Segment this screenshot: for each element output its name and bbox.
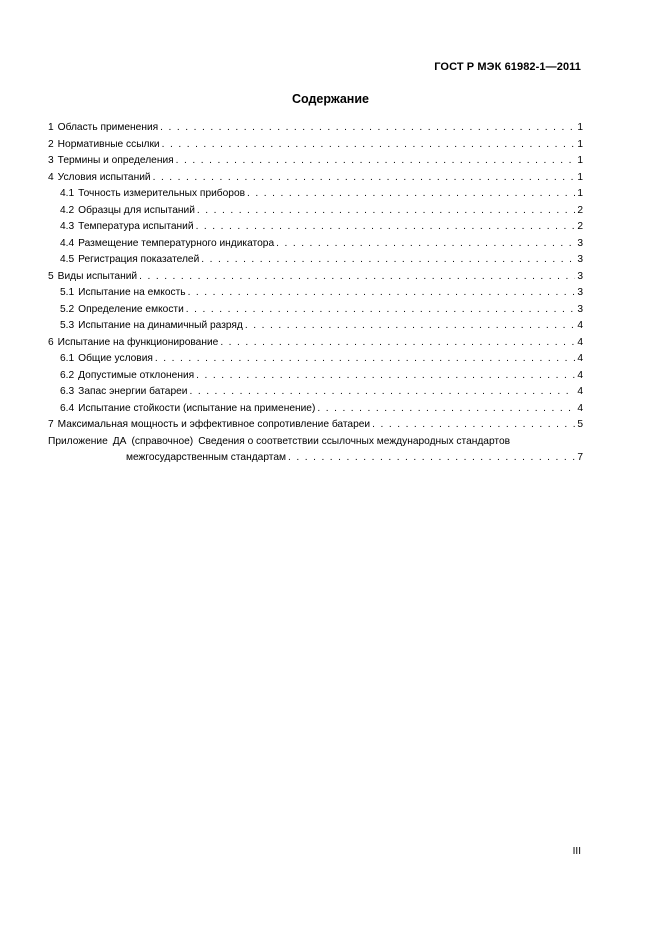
toc-entry-page-number: 3 [577, 303, 583, 315]
toc-entry[interactable] [48, 302, 583, 319]
toc-entry-page-number: 4 [577, 336, 583, 348]
annex-entry[interactable] [48, 434, 583, 466]
page-number: III [572, 846, 581, 857]
toc-entry-number: 4.3 [60, 221, 75, 232]
toc-entry[interactable] [48, 252, 583, 269]
toc-entry[interactable] [48, 203, 583, 220]
toc-entry-page-number: 4 [577, 402, 583, 414]
toc-entry[interactable] [48, 137, 583, 154]
dot-leader [160, 120, 575, 137]
toc-entry[interactable] [48, 236, 583, 253]
dot-leader [201, 252, 575, 269]
toc-entry-number: 4.4 [60, 237, 75, 249]
toc-entry-title: Температура испытаний [78, 221, 194, 232]
toc-entry-title: Испытание на функционирование [57, 336, 219, 348]
toc-entry[interactable] [48, 368, 583, 385]
dot-leader [317, 401, 575, 418]
dot-leader [162, 137, 576, 154]
annex-label: Приложение [48, 436, 108, 447]
toc-entry[interactable] [48, 153, 583, 170]
annex-page-number: 7 [577, 452, 583, 463]
toc-entry-page-number: 1 [577, 138, 583, 150]
toc-entry-page-number: 4 [577, 320, 583, 331]
toc-entry-page-number: 5 [577, 419, 583, 430]
toc-entry[interactable] [48, 285, 583, 302]
toc-entry-page-number: 1 [577, 155, 583, 166]
toc-entry-page-number: 4 [577, 353, 583, 364]
dot-leader [153, 170, 576, 187]
toc-entry[interactable] [48, 351, 583, 368]
toc-entry-page-number: 3 [577, 237, 583, 249]
toc-entry-page-number: 4 [577, 369, 583, 381]
toc-entry-title: Запас энергии батареи [78, 386, 188, 397]
toc-entry[interactable] [48, 384, 583, 401]
toc-entry-title: Испытание на емкость [78, 287, 186, 298]
dot-leader [245, 318, 575, 335]
dot-leader [139, 269, 575, 286]
document-code: ГОСТ Р МЭК 61982-1—2011 [434, 61, 581, 73]
toc-entry-number: 4.2 [60, 204, 75, 216]
toc-entry-page-number: 1 [577, 171, 583, 183]
toc-entry-title: Виды испытаний [57, 270, 138, 282]
toc-entry-number: 6.4 [60, 402, 75, 414]
dot-leader [176, 153, 576, 170]
toc-entry-number: 1 [48, 122, 54, 133]
toc-entry-title: Нормативные ссылки [57, 138, 160, 150]
toc-entry-page-number: 3 [577, 254, 583, 265]
toc-entry-number: 7 [48, 419, 54, 430]
toc-entry-number: 4 [48, 171, 54, 183]
toc-entry-number: 4.1 [60, 188, 75, 199]
toc-entry-number: 5.3 [60, 320, 75, 331]
toc-entry-number: 6.2 [60, 369, 75, 381]
toc-entry-page-number: 1 [577, 122, 583, 133]
toc-entry-page-number: 3 [577, 270, 583, 282]
table-of-contents [48, 120, 583, 434]
toc-entry-page-number: 2 [577, 204, 583, 216]
dot-leader [197, 203, 575, 220]
toc-entry[interactable] [48, 417, 583, 434]
dot-leader [372, 417, 575, 434]
dot-leader [220, 335, 575, 352]
toc-entry-title: Максимальная мощность и эффективное сопротивление батареи [57, 419, 371, 430]
toc-entry-title: Испытание на динамичный разряд [78, 320, 243, 331]
dot-leader [155, 351, 575, 368]
toc-entry-number: 4.5 [60, 254, 75, 265]
toc-entry-title: Термины и определения [57, 155, 174, 166]
toc-entry-number: 5.1 [60, 287, 75, 298]
toc-entry-title: Условия испытаний [57, 171, 151, 183]
toc-entry[interactable] [48, 120, 583, 137]
toc-entry-title: Определение емкости [78, 303, 184, 315]
annex-title-line2: межгосударственным стандартам [126, 452, 286, 463]
toc-entry[interactable] [48, 170, 583, 187]
toc-entry-title: Размещение температурного индикатора [78, 237, 275, 249]
toc-entry-title: Регистрация показателей [78, 254, 200, 265]
toc-entry-number: 2 [48, 138, 54, 150]
toc-entry-number: 6.3 [60, 386, 75, 397]
toc-entry-title: Допустимые отклонения [78, 369, 195, 381]
toc-entry-number: 6 [48, 336, 54, 348]
toc-entry[interactable] [48, 269, 583, 286]
dot-leader [196, 368, 575, 385]
dot-leader [247, 186, 575, 203]
toc-entry-title: Область применения [57, 122, 159, 133]
toc-entry[interactable] [48, 318, 583, 335]
toc-entry-title: Образцы для испытаний [78, 204, 195, 216]
toc-entry-number: 5.2 [60, 303, 75, 315]
dot-leader [288, 450, 575, 466]
annex-kind: (справочное) [131, 436, 194, 447]
dot-leader [189, 384, 575, 401]
annex-title-line1: Сведения о соответствии ссылочных международных стандартов [198, 436, 511, 447]
toc-entry-title: Испытание стойкости (испытание на применение) [78, 402, 316, 414]
toc-entry[interactable] [48, 401, 583, 418]
toc-entry[interactable] [48, 186, 583, 203]
toc-entry-number: 6.1 [60, 353, 75, 364]
annex-id: ДА [112, 436, 127, 447]
toc-entry-page-number: 3 [577, 287, 583, 298]
toc-entry-title: Общие условия [78, 353, 153, 364]
toc-entry-page-number: 2 [577, 221, 583, 232]
dot-leader [276, 236, 575, 253]
dot-leader [196, 219, 576, 236]
toc-entry-page-number: 1 [577, 188, 583, 199]
toc-entry-number: 5 [48, 270, 54, 282]
toc-entry-number: 3 [48, 155, 54, 166]
toc-entry[interactable] [48, 335, 583, 352]
toc-entry-page-number: 4 [577, 386, 583, 397]
page-title: Содержание [291, 92, 369, 106]
dot-leader [188, 285, 576, 302]
dot-leader [186, 302, 576, 319]
toc-entry-title: Точность измерительных приборов [78, 188, 246, 199]
toc-entry[interactable] [48, 219, 583, 236]
